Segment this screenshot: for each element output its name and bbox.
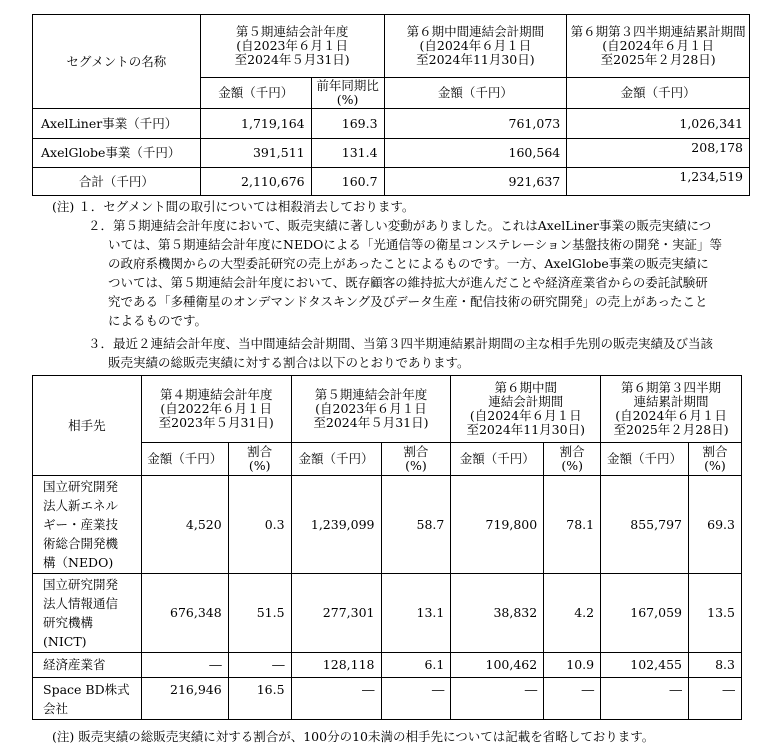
- note-2-line: ついては、第５期連結会計年度において、既存顧客の維持拡大が進んだことや経済産業省からの委託試験研: [108, 275, 708, 290]
- amount-cell: 1,239,099: [291, 476, 381, 574]
- ratio-cell: ―: [544, 678, 601, 720]
- segment-sales-table: [32, 14, 750, 196]
- ratio-cell: 13.1: [381, 574, 451, 653]
- ratio-cell: 10.9: [544, 653, 601, 678]
- table-row: [33, 109, 750, 139]
- ratio-cell: 4.2: [544, 574, 601, 653]
- note-2-line: 究である「多種衛星のオンデマンドタスキング及びデータ生産・配信技術の研究開発」の売上があったこと: [108, 294, 708, 309]
- amount-cell: 1,234,519: [567, 168, 750, 196]
- period-header-4th-fy: 第４期連結会計年度 (自2022年６月１日 至2023年５月31日): [141, 376, 291, 443]
- period-header-6th-q3: 第６期第３四半期 連結累計期間 (自2024年６月１日 至2025年２月28日): [601, 376, 742, 443]
- segment-name: 合計（千円）: [33, 168, 201, 196]
- pct-cell: 169.3: [311, 109, 384, 139]
- amount-cell: 38,832: [451, 574, 544, 653]
- period-header-6th-q3: 第６期第３四半期連結累計期間 (自2024年６月１日 至2025年２月28日): [567, 15, 750, 78]
- note-2-line: によるものです。: [108, 313, 208, 328]
- segment-name: AxelLiner事業（千円）: [33, 109, 201, 139]
- period-header-6th-interim: 第６期中間連結会計期間 (自2024年６月１日 至2024年11月30日): [384, 15, 567, 78]
- amount-cell: ―: [141, 653, 228, 678]
- ratio-cell: 13.5: [688, 574, 741, 653]
- counterparty-header: 相手先: [33, 376, 142, 476]
- pct-cell: 131.4: [311, 139, 384, 168]
- table-row: [33, 678, 742, 720]
- amount-cell: 921,637: [384, 168, 567, 196]
- amount-cell: 1,719,164: [200, 109, 311, 139]
- amount-cell: ―: [291, 678, 381, 720]
- amount-cell: 102,455: [601, 653, 689, 678]
- ratio-header: 割合 (%): [688, 443, 741, 476]
- amount-header: 金額（千円）: [141, 443, 228, 476]
- amount-cell: 4,520: [141, 476, 228, 574]
- ratio-cell: 51.5: [228, 574, 291, 653]
- table-row: [33, 139, 750, 168]
- amount-cell: 761,073: [384, 109, 567, 139]
- counterparty-name: 経済産業省: [33, 653, 142, 678]
- amount-cell: ―: [601, 678, 689, 720]
- ratio-header: 割合 (%): [544, 443, 601, 476]
- counterparty-name: Space BD株式 会社: [33, 678, 142, 720]
- ratio-cell: 0.3: [228, 476, 291, 574]
- ratio-cell: 8.3: [688, 653, 741, 678]
- amount-cell: 208,178: [567, 139, 750, 168]
- amount-cell: 100,462: [451, 653, 544, 678]
- period-header-6th-interim: 第６期中間 連結会計期間 (自2024年６月１日 至2024年11月30日): [451, 376, 601, 443]
- yoy-header: 前年同期比 (%): [311, 78, 384, 109]
- period-header-5th-fy: 第５期連結会計年度 (自2023年６月１日 至2024年５月31日): [291, 376, 451, 443]
- footnote: (注) 販売実績の総販売実績に対する割合が、100分の10未満の相手先については記載を省略しております。: [52, 729, 655, 744]
- ratio-header: 割合 (%): [381, 443, 451, 476]
- amount-cell: 160,564: [384, 139, 567, 168]
- ratio-header: 割合 (%): [228, 443, 291, 476]
- period-header-5th-fy: 第５期連結会計年度 (自2023年６月１日 至2024年５月31日): [200, 15, 384, 78]
- note-1: (注) １．セグメント間の取引については相殺消去しております。: [52, 199, 415, 214]
- counterparty-name: 国立研究開発 法人情報通信 研究機構 (NICT): [33, 574, 142, 653]
- ratio-cell: 69.3: [688, 476, 741, 574]
- table-row: [33, 476, 742, 574]
- amount-cell: ―: [451, 678, 544, 720]
- amount-cell: 2,110,676: [200, 168, 311, 196]
- ratio-cell: 6.1: [381, 653, 451, 678]
- amount-cell: 855,797: [601, 476, 689, 574]
- ratio-cell: ―: [228, 653, 291, 678]
- amount-cell: 676,348: [141, 574, 228, 653]
- segment-name-header: セグメントの名称: [33, 15, 201, 109]
- table-row: [33, 574, 742, 653]
- amount-header: 金額（千円）: [291, 443, 381, 476]
- note-2-line: の政府系機関からの大型委託研究の売上があったことによるものです。一方、AxelGlobe事業の販売実績に: [108, 256, 709, 271]
- note-3-line: 販売実績の総販売実績に対する割合は以下のとおりであります。: [108, 355, 470, 370]
- amount-cell: 277,301: [291, 574, 381, 653]
- ratio-cell: 78.1: [544, 476, 601, 574]
- segment-name: AxelGlobe事業（千円）: [33, 139, 201, 168]
- amount-cell: 216,946: [141, 678, 228, 720]
- pct-cell: 160.7: [311, 168, 384, 196]
- amount-header: 金額（千円）: [200, 78, 311, 109]
- amount-cell: 391,511: [200, 139, 311, 168]
- table-row: [33, 653, 742, 678]
- amount-cell: 719,800: [451, 476, 544, 574]
- amount-cell: 128,118: [291, 653, 381, 678]
- ratio-cell: ―: [381, 678, 451, 720]
- ratio-cell: 58.7: [381, 476, 451, 574]
- note-3-line: ３．最近２連結会計年度、当中間連結会計期間、当第３四半期連結累計期間の主な相手先別の販売実績及び当該: [88, 336, 714, 351]
- counterparty-name: 国立研究開発 法人新エネル ギー・産業技 術総合開発機 構（NEDO): [33, 476, 142, 574]
- ratio-cell: ―: [688, 678, 741, 720]
- note-2-line: いては、第５期連結会計年度にNEDOによる「光通信等の衛星コンステレーション基盤技術の開発・実証」等: [108, 237, 722, 252]
- table-row: [33, 168, 750, 196]
- amount-header: 金額（千円）: [601, 443, 689, 476]
- amount-cell: 1,026,341: [567, 109, 750, 139]
- note-2-line: ２．第５期連結会計年度において、販売実績に著しい変動がありました。これはAxelLiner事業の販売実績につ: [88, 218, 712, 233]
- amount-header: 金額（千円）: [567, 78, 750, 109]
- amount-header: 金額（千円）: [451, 443, 544, 476]
- counterparty-sales-table: [32, 375, 742, 720]
- ratio-cell: 16.5: [228, 678, 291, 720]
- amount-header: 金額（千円）: [384, 78, 567, 109]
- amount-cell: 167,059: [601, 574, 689, 653]
